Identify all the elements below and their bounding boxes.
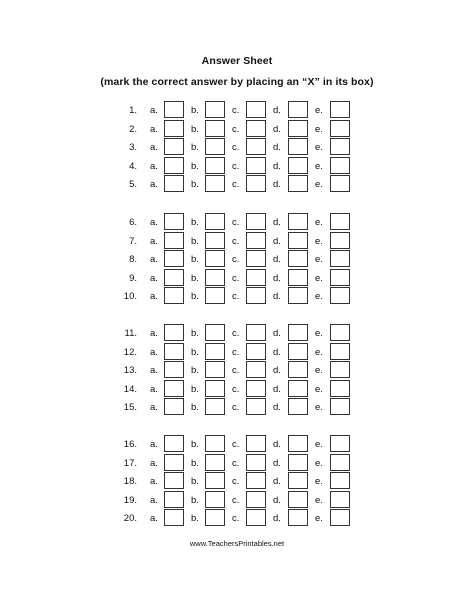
option-label: d. [273,291,281,303]
option-label: c. [232,402,240,414]
option-label: e. [315,457,323,469]
answer-checkbox[interactable] [330,138,350,155]
answer-checkbox[interactable] [164,269,184,286]
answer-checkbox[interactable] [205,287,225,304]
question-row [0,269,474,287]
option-label: d. [273,272,281,284]
question-row [0,472,474,490]
answer-checkbox[interactable] [164,472,184,489]
option-label: d. [273,160,281,172]
option-label: a. [150,254,158,266]
answer-checkbox[interactable] [164,509,184,526]
option-label: c. [232,105,240,116]
answer-checkbox[interactable] [205,101,225,118]
question-number: 15. [123,402,137,414]
question-row [0,120,474,138]
answer-checkbox[interactable] [288,157,308,174]
answer-checkbox[interactable] [246,343,266,360]
answer-checkbox[interactable] [205,175,225,192]
option-label: c. [232,439,240,450]
option-label: d. [273,142,281,154]
answer-checkbox[interactable] [205,232,225,249]
option-label: e. [315,123,323,135]
option-label: e. [315,346,323,358]
answer-checkbox[interactable] [330,101,350,118]
answer-checkbox[interactable] [205,138,225,155]
option-label: e. [315,235,323,247]
answer-checkbox[interactable] [164,120,184,137]
answer-checkbox[interactable] [205,324,225,341]
question-row [0,380,474,398]
answer-checkbox[interactable] [330,454,350,471]
answer-checkbox[interactable] [164,324,184,341]
question-row [0,324,474,342]
option-label: e. [315,272,323,284]
question-row [0,454,474,472]
answer-checkbox[interactable] [164,454,184,471]
question-number: 20. [123,513,137,525]
answer-checkbox[interactable] [288,491,308,508]
question-number: 16. [123,439,137,450]
option-label: d. [273,476,281,488]
answer-checkbox[interactable] [205,120,225,137]
option-label: c. [232,291,240,303]
option-label: d. [273,254,281,266]
option-label: d. [273,217,281,228]
option-label: a. [150,513,158,525]
answer-checkbox[interactable] [164,232,184,249]
answer-checkbox[interactable] [205,380,225,397]
answer-checkbox[interactable] [288,101,308,118]
option-label: d. [273,235,281,247]
answer-checkbox[interactable] [288,120,308,137]
option-label: a. [150,272,158,284]
option-label: e. [315,254,323,266]
question-number: 6. [129,217,137,228]
question-row [0,435,474,453]
option-label: b. [191,291,199,303]
option-label: a. [150,217,158,228]
option-label: c. [232,328,240,339]
option-label: c. [232,235,240,247]
option-label: e. [315,179,323,191]
answer-checkbox[interactable] [288,509,308,526]
answer-checkbox[interactable] [288,435,308,452]
answer-checkbox[interactable] [205,213,225,230]
answer-checkbox[interactable] [164,101,184,118]
question-row [0,491,474,509]
answer-checkbox[interactable] [205,509,225,526]
option-label: e. [315,476,323,488]
option-label: b. [191,179,199,191]
option-label: b. [191,402,199,414]
option-label: b. [191,476,199,488]
option-label: c. [232,494,240,506]
option-label: c. [232,346,240,358]
option-label: a. [150,105,158,116]
answer-checkbox[interactable] [288,250,308,267]
answer-checkbox[interactable] [288,175,308,192]
answer-checkbox[interactable] [288,213,308,230]
option-label: a. [150,179,158,191]
option-label: c. [232,142,240,154]
question-row [0,250,474,268]
option-label: a. [150,328,158,339]
question-row [0,398,474,416]
option-label: c. [232,272,240,284]
answer-checkbox[interactable] [164,343,184,360]
option-label: d. [273,494,281,506]
option-label: b. [191,383,199,395]
option-label: b. [191,494,199,506]
page-title: Answer Sheet [201,55,273,67]
option-label: d. [273,328,281,339]
option-label: e. [315,328,323,339]
answer-checkbox[interactable] [246,472,266,489]
option-label: d. [273,402,281,414]
answer-checkbox[interactable] [246,380,266,397]
question-row [0,361,474,379]
option-label: c. [232,513,240,525]
question-number: 7. [129,235,137,247]
answer-checkbox[interactable] [330,491,350,508]
answer-checkbox[interactable] [330,213,350,230]
option-label: e. [315,439,323,450]
option-label: b. [191,513,199,525]
option-label: a. [150,291,158,303]
option-label: c. [232,254,240,266]
option-label: a. [150,235,158,247]
question-row [0,509,474,527]
option-label: d. [273,439,281,450]
question-number: 17. [123,457,137,469]
question-number: 18. [123,476,137,488]
option-label: b. [191,272,199,284]
question-row [0,213,474,231]
answer-checkbox[interactable] [246,287,266,304]
answer-checkbox[interactable] [164,138,184,155]
option-label: e. [315,383,323,395]
answer-checkbox[interactable] [330,324,350,341]
answer-checkbox[interactable] [205,250,225,267]
option-label: d. [273,457,281,469]
option-label: e. [315,291,323,303]
answer-checkbox[interactable] [288,398,308,415]
option-label: d. [273,123,281,135]
option-label: d. [273,179,281,191]
option-label: d. [273,105,281,116]
answer-checkbox[interactable] [246,138,266,155]
question-number: 8. [129,254,137,266]
question-row [0,232,474,250]
option-label: b. [191,254,199,266]
answer-checkbox[interactable] [330,157,350,174]
option-label: c. [232,179,240,191]
answer-checkbox[interactable] [288,343,308,360]
question-number: 1. [129,105,137,116]
answer-checkbox[interactable] [288,138,308,155]
answer-checkbox[interactable] [288,324,308,341]
answer-checkbox[interactable] [164,491,184,508]
option-label: b. [191,123,199,135]
answer-checkbox[interactable] [205,157,225,174]
footer-website: www.TeachersPrintables.net [189,539,285,548]
option-label: b. [191,365,199,377]
option-label: a. [150,383,158,395]
answer-checkbox[interactable] [164,361,184,378]
answer-checkbox[interactable] [164,287,184,304]
question-number: 3. [129,142,137,154]
answer-checkbox[interactable] [246,435,266,452]
option-label: a. [150,123,158,135]
answer-checkbox[interactable] [205,361,225,378]
answer-checkbox[interactable] [288,287,308,304]
option-label: c. [232,383,240,395]
answer-checkbox[interactable] [330,232,350,249]
question-number: 9. [129,272,137,284]
question-row [0,175,474,193]
option-label: d. [273,365,281,377]
answer-checkbox[interactable] [330,175,350,192]
option-label: a. [150,402,158,414]
answer-checkbox[interactable] [288,472,308,489]
answer-checkbox[interactable] [164,157,184,174]
option-label: b. [191,160,199,172]
option-label: e. [315,494,323,506]
answer-checkbox[interactable] [288,380,308,397]
answer-checkbox[interactable] [246,157,266,174]
question-row [0,138,474,156]
answer-checkbox[interactable] [330,435,350,452]
option-label: e. [315,160,323,172]
question-number: 14. [123,383,137,395]
answer-checkbox[interactable] [330,398,350,415]
instruction-text: (mark the correct answer by placing an “X” in its box) [100,76,374,88]
answer-checkbox[interactable] [330,380,350,397]
answer-checkbox[interactable] [246,491,266,508]
option-label: b. [191,439,199,450]
answer-checkbox[interactable] [164,250,184,267]
answer-checkbox[interactable] [205,472,225,489]
answer-checkbox[interactable] [205,435,225,452]
option-label: d. [273,383,281,395]
answer-checkbox[interactable] [246,175,266,192]
option-label: c. [232,123,240,135]
answer-checkbox[interactable] [246,120,266,137]
option-label: b. [191,217,199,228]
answer-checkbox[interactable] [205,491,225,508]
question-row [0,157,474,175]
option-label: b. [191,105,199,116]
option-label: e. [315,402,323,414]
option-label: e. [315,513,323,525]
answer-checkbox[interactable] [330,343,350,360]
option-label: b. [191,235,199,247]
option-label: a. [150,457,158,469]
question-number: 5. [129,179,137,191]
option-label: a. [150,494,158,506]
answer-checkbox[interactable] [246,361,266,378]
answer-checkbox[interactable] [246,101,266,118]
option-label: a. [150,160,158,172]
option-label: c. [232,365,240,377]
option-label: b. [191,142,199,154]
option-label: d. [273,513,281,525]
answer-checkbox[interactable] [330,250,350,267]
question-number: 11. [124,328,137,339]
answer-checkbox[interactable] [205,454,225,471]
question-number: 12. [123,346,137,358]
answer-checkbox[interactable] [246,509,266,526]
answer-checkbox[interactable] [246,269,266,286]
option-label: c. [232,476,240,488]
answer-checkbox[interactable] [205,343,225,360]
option-label: d. [273,346,281,358]
option-label: a. [150,365,158,377]
answer-checkbox[interactable] [205,398,225,415]
option-label: e. [315,142,323,154]
option-label: a. [150,439,158,450]
answer-checkbox[interactable] [164,398,184,415]
question-number: 19. [123,494,137,506]
answer-checkbox[interactable] [288,269,308,286]
option-label: b. [191,346,199,358]
answer-checkbox[interactable] [205,269,225,286]
answer-checkbox[interactable] [246,398,266,415]
question-row [0,101,474,119]
option-label: b. [191,328,199,339]
answer-checkbox[interactable] [330,269,350,286]
option-label: e. [315,105,323,116]
answer-checkbox[interactable] [288,361,308,378]
question-number: 10. [123,291,137,303]
answer-checkbox[interactable] [164,435,184,452]
option-label: a. [150,476,158,488]
question-number: 4. [129,160,137,172]
answer-checkbox[interactable] [330,120,350,137]
question-row [0,287,474,305]
answer-checkbox[interactable] [164,175,184,192]
answer-checkbox[interactable] [246,250,266,267]
option-label: a. [150,142,158,154]
answer-checkbox[interactable] [330,472,350,489]
question-number: 2. [129,123,137,135]
answer-checkbox[interactable] [330,287,350,304]
option-label: c. [232,217,240,228]
question-row [0,343,474,361]
answer-checkbox[interactable] [246,213,266,230]
answer-checkbox[interactable] [164,213,184,230]
answer-checkbox[interactable] [288,454,308,471]
option-label: b. [191,457,199,469]
answer-checkbox[interactable] [246,232,266,249]
answer-checkbox[interactable] [246,324,266,341]
question-number: 13. [123,365,137,377]
answer-checkbox[interactable] [330,361,350,378]
answer-checkbox[interactable] [246,454,266,471]
answer-checkbox[interactable] [164,380,184,397]
option-label: e. [315,217,323,228]
option-label: a. [150,346,158,358]
answer-checkbox[interactable] [288,232,308,249]
answer-checkbox[interactable] [330,509,350,526]
option-label: c. [232,160,240,172]
option-label: e. [315,365,323,377]
option-label: c. [232,457,240,469]
